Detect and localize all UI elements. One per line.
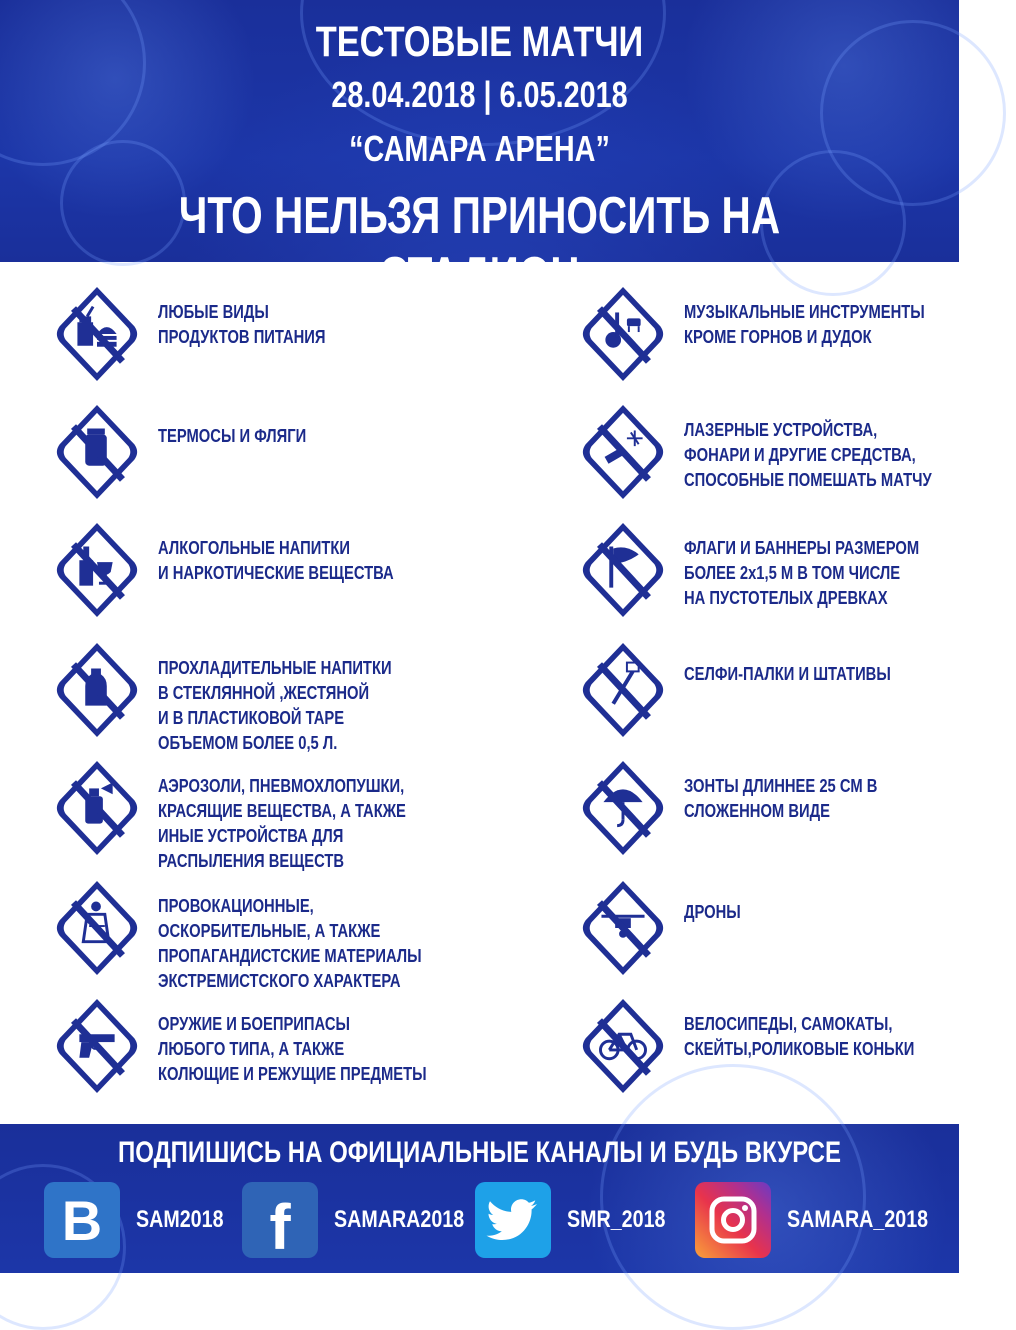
prohibited-item-text [158, 1012, 429, 1087]
twitter-handle[interactable]: SMR_2018 [567, 1206, 666, 1233]
prohibited-item-text [684, 900, 955, 925]
event-dates: 28.04.2018 | 6.05.2018 [331, 74, 628, 115]
prohibited-item-line: НА ПУСТОТЕЛЫХ ДРЕВКАХ [684, 588, 888, 608]
prohibited-item-line: И НАРКОТИЧЕСКИЕ ВЕЩЕСТВА [158, 563, 394, 583]
prohibited-item [50, 876, 490, 991]
prohibited-item-line: АЛКОГОЛЬНЫЕ НАПИТКИ [158, 538, 350, 558]
prohibited-item [50, 282, 490, 392]
instagram-icon[interactable] [695, 1182, 771, 1258]
prohibited-item [50, 400, 490, 510]
prohibited-item [576, 756, 1016, 866]
prohibited-item-text [684, 774, 955, 824]
prohibited-item-line: ФЛАГИ И БАННЕРЫ РАЗМЕРОМ [684, 538, 920, 558]
prohibited-item [576, 876, 1016, 986]
event-venue: “САМАРА АРЕНА” [349, 128, 610, 169]
prohibited-item [576, 638, 1016, 748]
prohibited-item-line: В СТЕКЛЯННОЙ ,ЖЕСТЯНОЙ [158, 683, 370, 703]
prohibited-item-text [684, 1012, 955, 1062]
footer-banner [0, 1124, 959, 1273]
bottle-prohibited-icon [50, 638, 144, 742]
prohibited-item-line: МУЗЫКАЛЬНЫЕ ИНСТРУМЕНТЫ [684, 302, 925, 322]
alcohol-prohibited-icon [50, 518, 144, 622]
prohibited-item-line: ПРОХЛАДИТЕЛЬНЫЕ НАПИТКИ [158, 658, 392, 678]
prohibited-item-text [158, 656, 429, 756]
prohibited-item [576, 282, 1016, 392]
prohibited-item-line: ПРОДУКТОВ ПИТАНИЯ [158, 327, 326, 347]
selfie-stick-prohibited-icon [576, 638, 670, 742]
prohibited-item-line: КРАСЯЩИЕ ВЕЩЕСТВА, А ТАКЖЕ [158, 801, 406, 821]
prohibited-item [576, 518, 1016, 628]
event-title: ТЕСТОВЫЕ МАТЧИ [315, 18, 644, 66]
prohibited-item-line: ПРОПАГАНДИСТСКИЕ МАТЕРИАЛЫ [158, 946, 422, 966]
prohibited-item-line: ЛАЗЕРНЫЕ УСТРОЙСТВА, [684, 420, 878, 440]
page-title: ЧТО НЕЛЬЗЯ ПРИНОСИТЬ НА СТАДИОН [178, 187, 781, 305]
prohibited-item-text [158, 774, 429, 874]
prohibited-item [50, 518, 490, 628]
prohibited-item-line: ОСКОРБИТЕЛЬНЫЕ, А ТАКЖЕ [158, 921, 381, 941]
weapon-prohibited-icon [50, 994, 144, 1098]
prohibited-item-line: БОЛЕЕ 2х1,5 М В ТОМ ЧИСЛЕ [684, 563, 901, 583]
prohibited-item-text [684, 418, 955, 493]
prohibited-item [50, 638, 490, 753]
prohibited-item-line: СКЕЙТЫ,РОЛИКОВЫЕ КОНЬКИ [684, 1039, 915, 1059]
prohibited-item-line: СЛОЖЕННОМ ВИДЕ [684, 801, 830, 821]
prohibited-item [50, 756, 490, 871]
facebook-handle[interactable]: SAMARA2018 [334, 1206, 465, 1233]
prohibited-item-line: КОЛЮЩИЕ И РЕЖУЩИЕ ПРЕДМЕТЫ [158, 1064, 427, 1084]
prohibited-item-line: ЛЮБОГО ТИПА, А ТАКЖЕ [158, 1039, 345, 1059]
thermos-prohibited-icon [50, 400, 144, 504]
prohibited-item-line: ЛЮБЫЕ ВИДЫ [158, 302, 269, 322]
prohibited-item-line: ОБЪЕМОМ БОЛЕЕ 0,5 Л. [158, 733, 338, 753]
prohibited-item-line: АЭРОЗОЛИ, ПНЕВМОХЛОПУШКИ, [158, 776, 405, 796]
instrument-prohibited-icon [576, 282, 670, 386]
prohibited-item-text [158, 424, 429, 449]
prohibited-item [576, 400, 1016, 510]
subscribe-text: ПОДПИШИСЬ НА ОФИЦИАЛЬНЫЕ КАНАЛЫ И БУДЬ ВКУРСЕ [117, 1136, 842, 1169]
prohibited-item-text [158, 536, 429, 586]
twitter-icon[interactable] [475, 1182, 551, 1258]
prohibited-item-text [684, 536, 955, 611]
bicycle-prohibited-icon [576, 994, 670, 1098]
prohibited-item-line: ВЕЛОСИПЕДЫ, САМОКАТЫ, [684, 1014, 893, 1034]
food-prohibited-icon [50, 282, 144, 386]
prohibited-item-line: ОРУЖИЕ И БОЕПРИПАСЫ [158, 1014, 350, 1034]
prohibited-item-line: ЭКСТРЕМИСТСКОГО ХАРАКТЕРА [158, 971, 401, 991]
prohibited-item [50, 994, 490, 1104]
prohibited-item-text [684, 662, 955, 687]
drone-prohibited-icon [576, 876, 670, 980]
instagram-handle[interactable]: SAMARA_2018 [787, 1206, 929, 1233]
header-banner [0, 0, 959, 305]
propaganda-prohibited-icon [50, 876, 144, 980]
prohibited-item-text [684, 300, 955, 350]
prohibited-item-line: ФОНАРИ И ДРУГИЕ СРЕДСТВА, [684, 445, 916, 465]
prohibited-item-line: ПРОВОКАЦИОННЫЕ, [158, 896, 314, 916]
prohibited-item-line: КРОМЕ ГОРНОВ И ДУДОК [684, 327, 872, 347]
prohibited-item-line: ДРОНЫ [684, 902, 741, 922]
prohibited-item-text [158, 300, 429, 350]
prohibited-item-line: РАСПЫЛЕНИЯ ВЕЩЕСТВ [158, 851, 345, 871]
aerosol-prohibited-icon [50, 756, 144, 860]
prohibited-item-text [158, 894, 429, 994]
vk-handle[interactable]: SAM2018 [136, 1206, 224, 1233]
prohibited-item-line: ТЕРМОСЫ И ФЛЯГИ [158, 426, 307, 446]
prohibited-item-line: ИНЫЕ УСТРОЙСТВА ДЛЯ [158, 826, 344, 846]
facebook-icon[interactable]: f [242, 1182, 318, 1258]
vk-icon[interactable]: B [44, 1182, 120, 1258]
prohibited-item-line: И В ПЛАСТИКОВОЙ ТАРЕ [158, 708, 345, 728]
prohibited-item-line: СЕЛФИ-ПАЛКИ И ШТАТИВЫ [684, 664, 891, 684]
prohibited-item-line: ЗОНТЫ ДЛИННЕЕ 25 СМ В [684, 776, 878, 796]
prohibited-item-line: СПОСОБНЫЕ ПОМЕШАТЬ МАТЧУ [684, 470, 932, 490]
flag-prohibited-icon [576, 518, 670, 622]
laser-prohibited-icon [576, 400, 670, 504]
umbrella-prohibited-icon [576, 756, 670, 860]
